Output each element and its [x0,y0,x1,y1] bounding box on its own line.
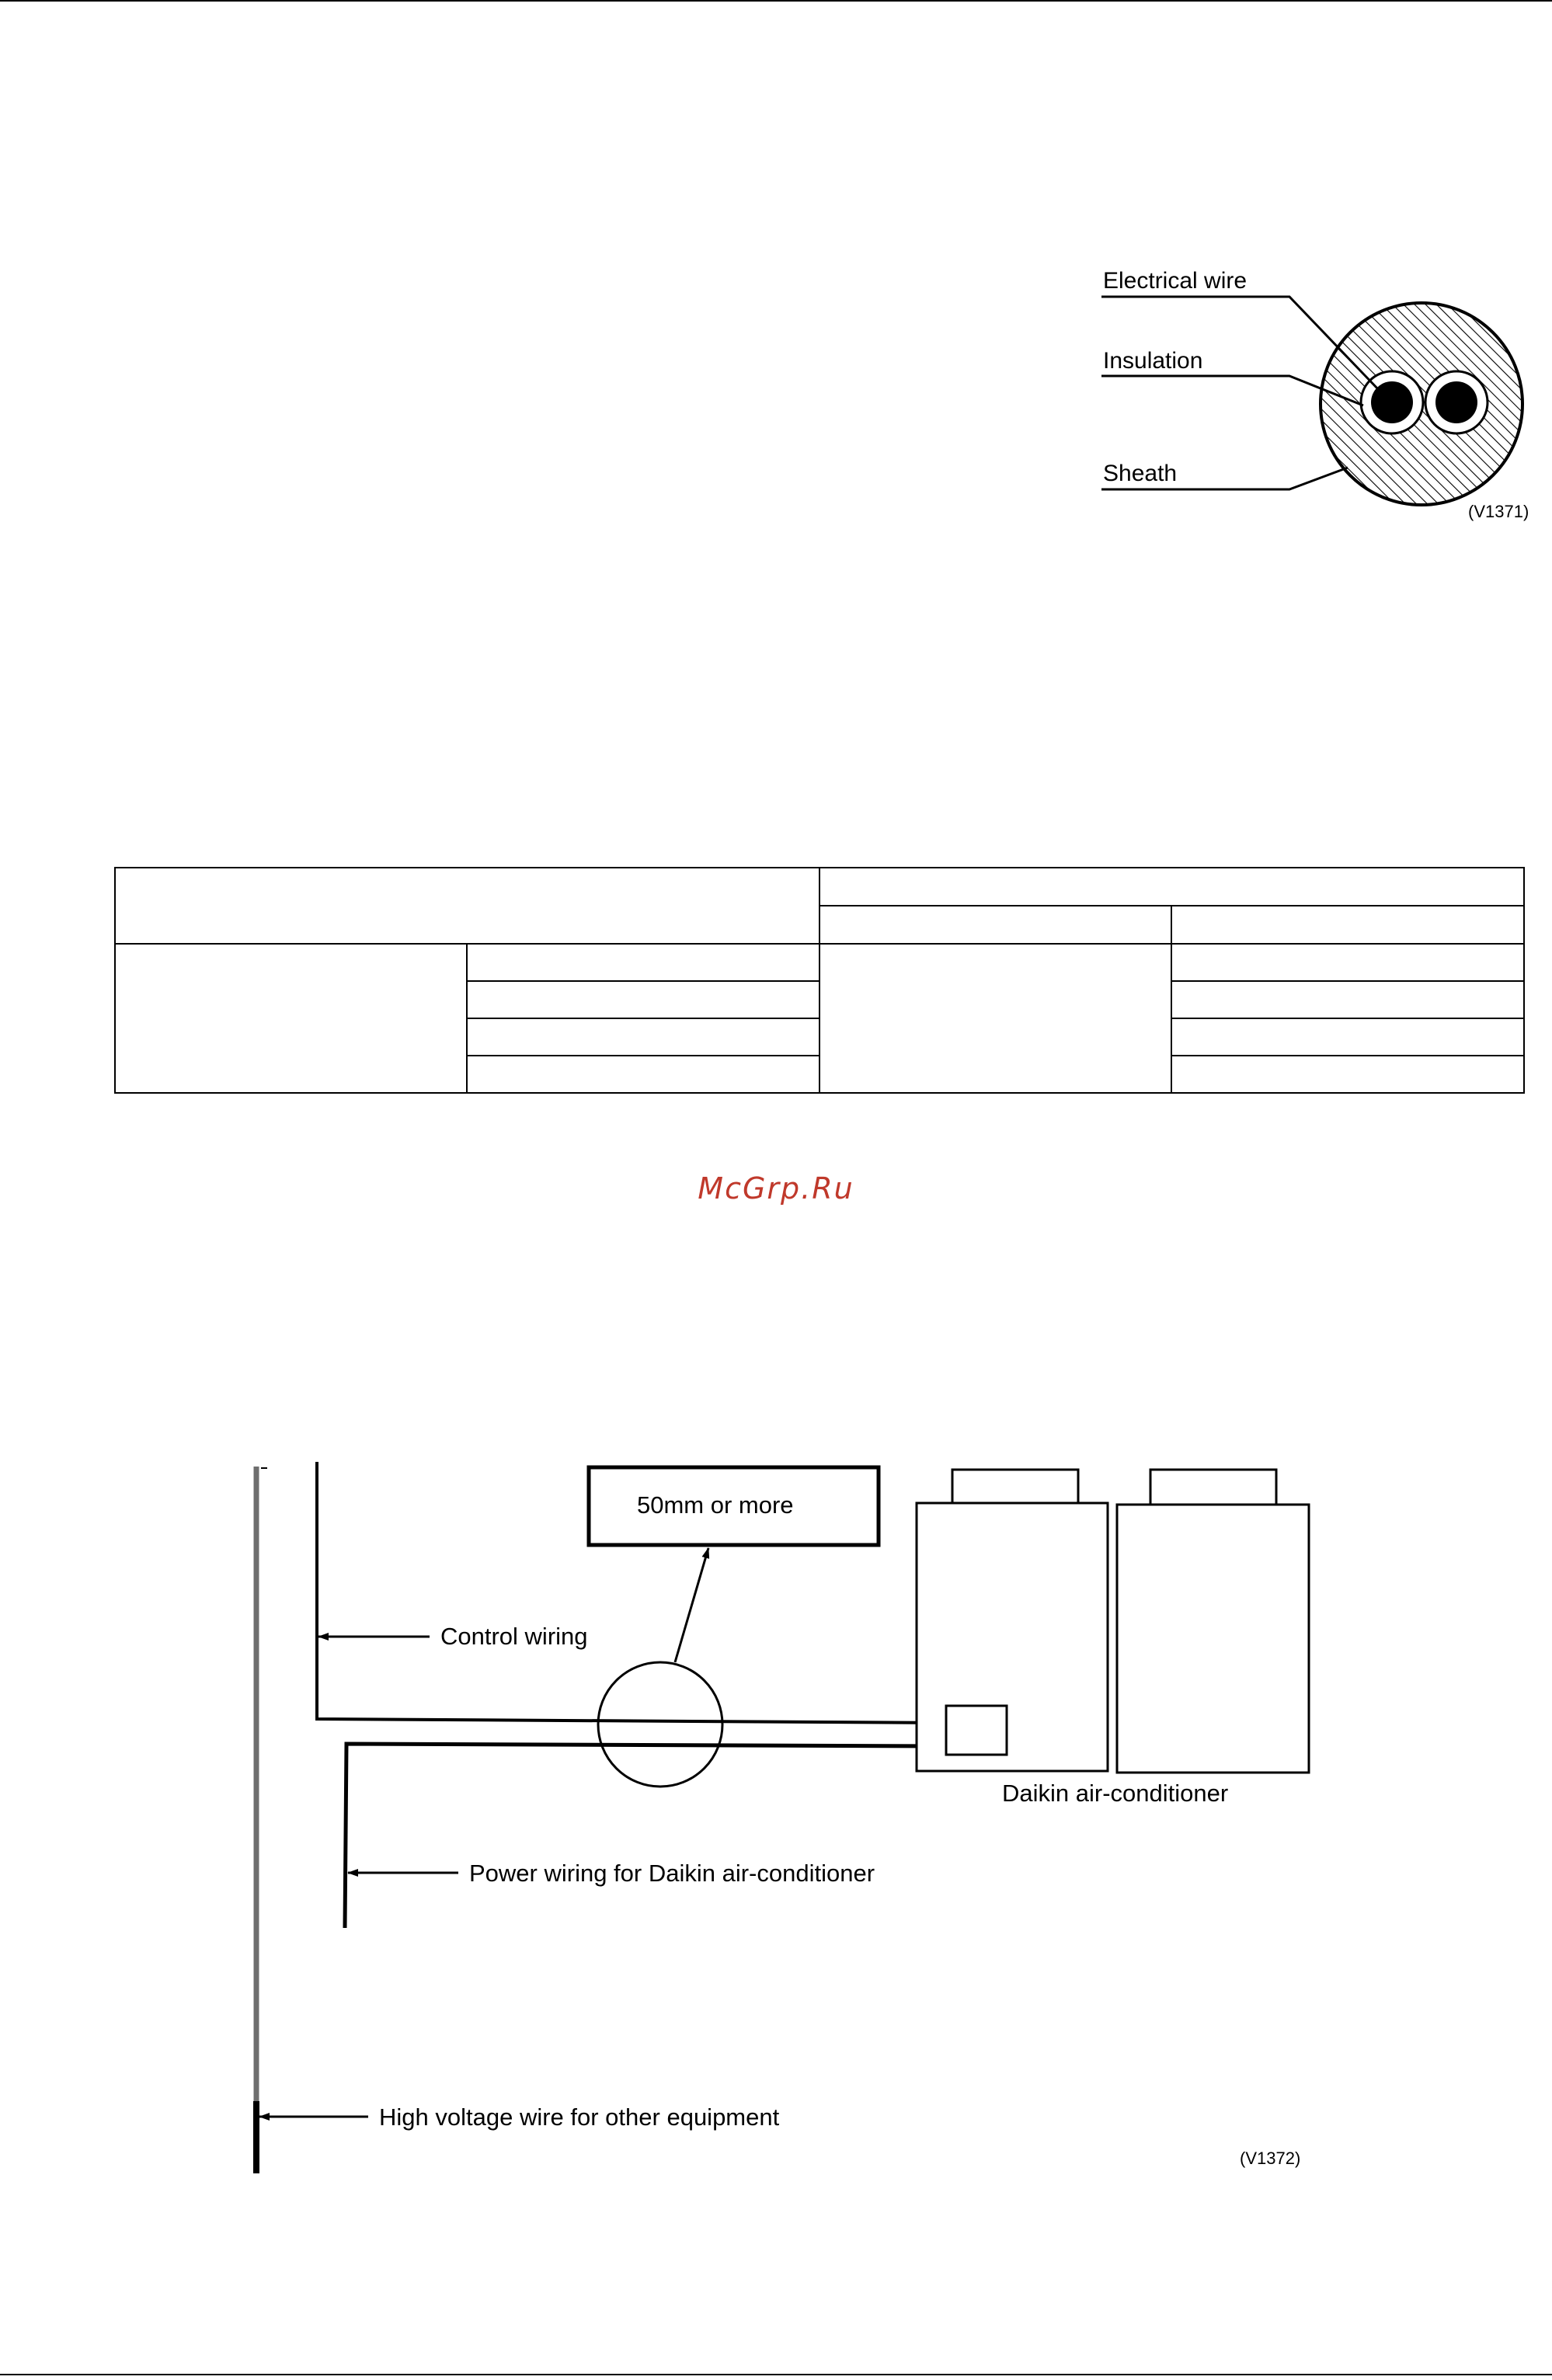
power-wiring-line [345,1744,946,1928]
figure-code-v1372: (V1372) [1240,2149,1301,2168]
power-wiring-label: Power wiring for Daikin air-conditioner [469,1860,875,1887]
watermark: McGrp.Ru [698,1171,854,1206]
unit-2-top-cap [1150,1470,1276,1505]
unit-1-top-cap [952,1470,1078,1504]
electrical-wire-label: Electrical wire [1103,268,1248,294]
clearance-arrow [675,1548,708,1662]
unit-label: Daikin air-conditioner [1002,1780,1229,1807]
bottom-rule [0,2374,1552,2375]
terminal-box [946,1706,1007,1755]
sheath-label: Sheath [1103,461,1178,486]
unit-2-body [1117,1505,1309,1773]
figure-code-v1371: (V1371) [1468,502,1529,521]
clearance-circle [598,1662,722,1787]
high-voltage-label: High voltage wire for other equipment [379,2103,780,2131]
control-wiring-label: Control wiring [440,1623,588,1650]
clearance-label: 50mm or more [637,1491,794,1519]
insulation-label: Insulation [1103,348,1203,374]
